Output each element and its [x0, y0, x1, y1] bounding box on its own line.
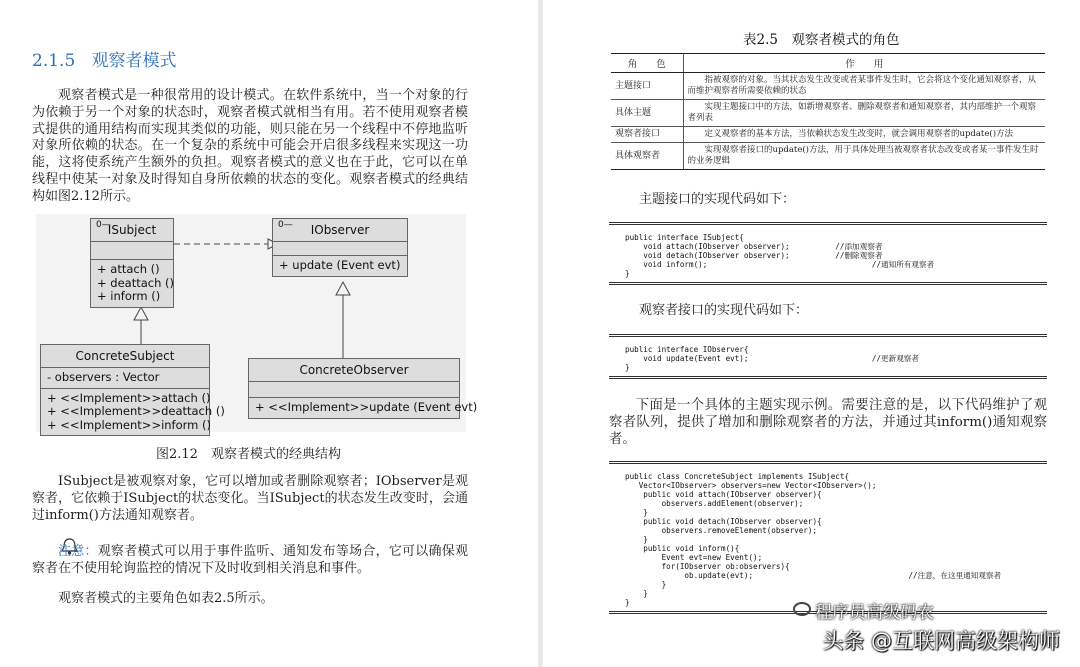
- method: + <<Implement>>deattach (): [47, 404, 225, 418]
- class-name: ISubject: [107, 223, 157, 237]
- explain-paragraph: ISubject是被观察对象，它可以增加或者删除观察者；IObserver是观察者，它依赖于ISubject的状态变化。当ISubject的状态发生改变时，会通过inform()方法通知观察者。: [32, 474, 468, 523]
- subject-code-intro: 主题接口的实现代码如下：: [639, 192, 796, 207]
- figure-caption: 图2.12 观察者模式的经典结构: [156, 447, 341, 462]
- concrete-observer-class: [248, 358, 478, 419]
- class-name: ConcreteSubject: [75, 349, 175, 363]
- table-row: [611, 100, 1045, 127]
- column-header-role: 角 色: [611, 54, 683, 73]
- code-line: void inform(); //通知所有观察者: [625, 260, 935, 269]
- desc-cell: 实现主题接口中的方法，如新增观察者、删除观察者和通知观察者，其内部维护一个观察者列表: [683, 100, 1045, 127]
- method: + deattach (): [97, 275, 175, 290]
- code-line: public interface ISubject{: [625, 233, 744, 242]
- desc-cell: 指被观察的对象。当其状态发生改变或者某事件发生时，它会将这个变化通知观察者，从而维护观察者所需要依赖的状态: [683, 73, 1045, 100]
- method: + inform (): [97, 289, 161, 303]
- section-title: 观察者模式: [91, 51, 177, 71]
- code-line: Event evt=new Event();: [625, 553, 763, 562]
- code-line: public interface IObserver{: [625, 345, 749, 354]
- table-row: [611, 127, 1045, 143]
- code-line: }: [625, 589, 648, 598]
- code-line: public void detach(IObserver observer){: [625, 517, 822, 526]
- code-line: public class ConcreteSubject implements ISubject{: [625, 472, 850, 481]
- concrete-subject-class: [40, 344, 225, 436]
- code-line: public void inform(){: [625, 544, 740, 553]
- uml-diagram: [36, 214, 478, 432]
- subject-inheritance-arrowhead: [134, 307, 148, 320]
- right-page: [543, 0, 1080, 667]
- interface-stereotype: 0—: [96, 220, 111, 230]
- code-line: void update(Event evt); //更新观察者: [625, 354, 919, 363]
- watermark: 头条 @互联网高级架构师: [822, 629, 1060, 653]
- field: - observers : Vector: [47, 370, 160, 384]
- desc-cell: 实现观察者接口的update()方法，用于具体处理当被观察者状态改变或者某一事件发生时的业务逻辑: [683, 143, 1045, 170]
- intro-paragraph: 观察者模式是一种很常用的设计模式。在软件系统中，当一个对象的行为依赖于另一个对象的状态时，观察者模式就相当有用。若不使用观察者模式提供的通用结构而实现其类似的功能，则只能在另一个线程中不停地监听对象所依赖的状态。在一个复杂的系统中可能会开启很多线程来实现这一功能，这将使系统产生额外的负担。观察者模式的意义也在于此，它可以在单线程中使某一对象及时得知自身所依赖的状态的变化。观察者模式的经典结构如图2.12所示。: [32, 88, 468, 204]
- method: + <<Implement>>inform (): [47, 417, 211, 432]
- code-line: for(IObserver ob:observers){: [625, 562, 790, 571]
- section-number: 2.1.5: [32, 51, 76, 71]
- note-text: 观察者模式可以用于事件监听、通知发布等场合，它可以确保观察者在不使用轮询监控的情况下及时收到相关消息和事件。: [32, 544, 468, 576]
- role-cell: 具体观察者: [611, 143, 683, 170]
- observer-inheritance-arrowhead: [336, 282, 350, 295]
- isubject-class: [90, 218, 174, 308]
- concrete-code-intro: 下面是一个具体的主题实现示例。需要注意的是，以下代码维护了观察者队列，提供了增加和删除观察者的方法，并通过其inform()通知观察者。: [609, 398, 1047, 447]
- code-line: void detach(IObserver observer); //删除观察者: [625, 251, 883, 260]
- code-line: Vector<IObserver> observers=new Vector<IObserver>();: [625, 481, 877, 490]
- role-cell: 主题接口: [611, 73, 683, 100]
- method: + <<Implement>>attach (): [47, 390, 211, 405]
- code-line: observers.removeElement(observer);: [625, 526, 818, 535]
- subject-code-block: [609, 222, 1047, 285]
- roles-table: [611, 53, 1045, 170]
- code-line: }: [625, 269, 630, 278]
- code-line: void attach(IObserver observer); //添加观察者: [625, 242, 883, 251]
- method: + update (Event evt): [279, 258, 401, 272]
- code-line: }: [625, 535, 648, 544]
- watermark-overlay: 程序员高级码农: [815, 603, 934, 623]
- code-line: }: [625, 508, 648, 517]
- class-name: ConcreteObserver: [299, 363, 409, 377]
- code-line: }: [625, 598, 630, 607]
- observer-code-block: [609, 334, 1047, 379]
- code-line: public void attach(IObserver observer){: [625, 490, 822, 499]
- interface-stereotype: 0—: [278, 220, 293, 230]
- code-line: observers.addElement(observer);: [625, 499, 804, 508]
- table-row: [611, 143, 1045, 170]
- left-page: [0, 0, 538, 667]
- desc-cell: 定义观察者的基本方法，当依赖状态发生改变时，就会调用观察者的update()方法: [683, 127, 1045, 143]
- wechat-icon: [793, 602, 811, 616]
- method: + attach (): [97, 262, 160, 276]
- note-paragraph: [32, 544, 468, 578]
- section-heading: [32, 46, 176, 71]
- class-name: IObserver: [310, 223, 370, 237]
- table-title: 表2.5 观察者模式的角色: [743, 32, 900, 48]
- code-line: ob.update(evt); //注意，在这里通知观察者: [625, 571, 1002, 580]
- role-cell: 具体主题: [611, 100, 683, 127]
- code-line: }: [625, 580, 667, 589]
- role-cell: 观察者接口: [611, 127, 683, 143]
- note-label: 注意：: [58, 544, 98, 559]
- iobserver-class: [272, 218, 408, 277]
- roles-intro: 观察者模式的主要角色如表2.5所示。: [58, 591, 274, 606]
- method: + <<Implement>>update (Event evt): [255, 400, 478, 414]
- concrete-code-block: [609, 461, 1047, 614]
- table-header-row: [611, 54, 1045, 73]
- table-row: [611, 73, 1045, 100]
- code-line: }: [625, 363, 630, 372]
- column-header-function: 作 用: [683, 54, 1045, 73]
- observer-code-intro: 观察者接口的实现代码如下：: [639, 303, 809, 318]
